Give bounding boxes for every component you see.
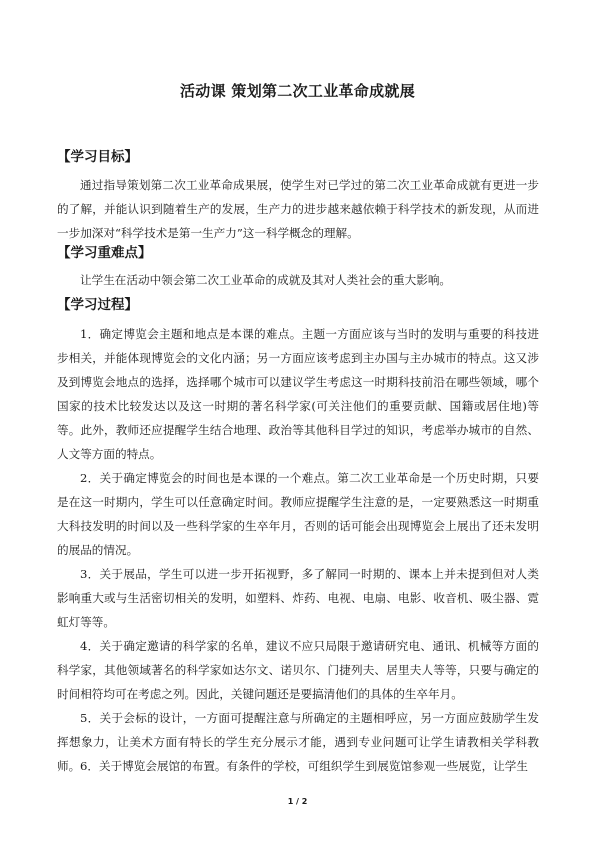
process-paragraph-1: 1．确定博览会主题和地点是本课的难点。主题一方面应该与当时的发明与重要的科技进步相关，并能体现博览会的文化内涵；另一方面应该考虑到主办国与主办城市的特点。这又涉及到博览会地点的选择，选择哪个城市可以建议学生考虑这一时期科技前沿在哪些领域，哪个国家的技术比较发达以及这一时期的著名科学家(可关注他们的重要贡献、国籍或居住地)等等。此外，教师还应提醒学生结合地理、政治等其他科目学过的知识，考虑举办城市的自然、人文等方面的特点。: [57, 327, 539, 461]
process-paragraph-5: 5．关于会标的设计，一方面可提醒注意与所确定的主题相呼应，另一方面应鼓励学生发挥想象力，让美术方面有特长的学生充分展示才能，遇到专业问题可让学生请教相关学科教师。: [57, 711, 539, 773]
keypoints-paragraph: 让学生在活动中领会第二次工业革命的成就及其对人类社会的重大影响。: [80, 273, 452, 287]
goals-paragraph: 通过指导策划第二次工业革命成果展，使学生对已学过的第二次工业革命成就有更进一步的了解，并能认识到随着生产的发展，生产力的进步越来越依赖于科学技术的新发现，从而进一步加深对“科学技术是第一生产力”这一科学概念的理解。: [57, 178, 539, 240]
process-paragraph-2: 2．关于确定博览会的时间也是本课的一个难点。第二次工业革命是一个历史时期，只要是在这一时期内，学生可以任意确定时间。教师应提醒学生注意的是，一定要熟悉这一时期重大科技发明的时间以及一些科学家的生卒年月，否则的话可能会出现博览会上展出了还未发明的展品的情况。: [57, 471, 539, 557]
section-heading-goals: 【学习目标】: [57, 149, 138, 165]
section-heading-keypoints: 【学习重难点】: [57, 245, 152, 261]
section-heading-process: 【学习过程】: [57, 297, 138, 313]
process-paragraph-6: 6．关于博览会展馆的布置。有条件的学校，可组织学生到展览馆参观一些展览，让学生: [80, 759, 528, 773]
process-paragraph-3: 3．关于展品，学生可以进一步开拓视野，多了解同一时期的、课本上并未提到但对人类影响重大或与生活密切相关的发明，如塑料、炸药、电视、电扇、电影、收音机、吸尘器、霓虹灯等等。: [57, 567, 539, 629]
page-title: 活动课 策划第二次工业革命成就展: [179, 82, 416, 100]
page-number: 1 / 2: [287, 797, 308, 806]
process-paragraph-4: 4．关于确定邀请的科学家的名单，建议不应只局限于邀请研究电、通讯、机械等方面的科学家，其他领域著名的科学家如达尔文、诺贝尔、门捷列夫、居里夫人等等，只要与确定的时间相符均可在考虑之列。因此，关键问题还是要搞清他们的具体的生卒年月。: [57, 639, 539, 701]
